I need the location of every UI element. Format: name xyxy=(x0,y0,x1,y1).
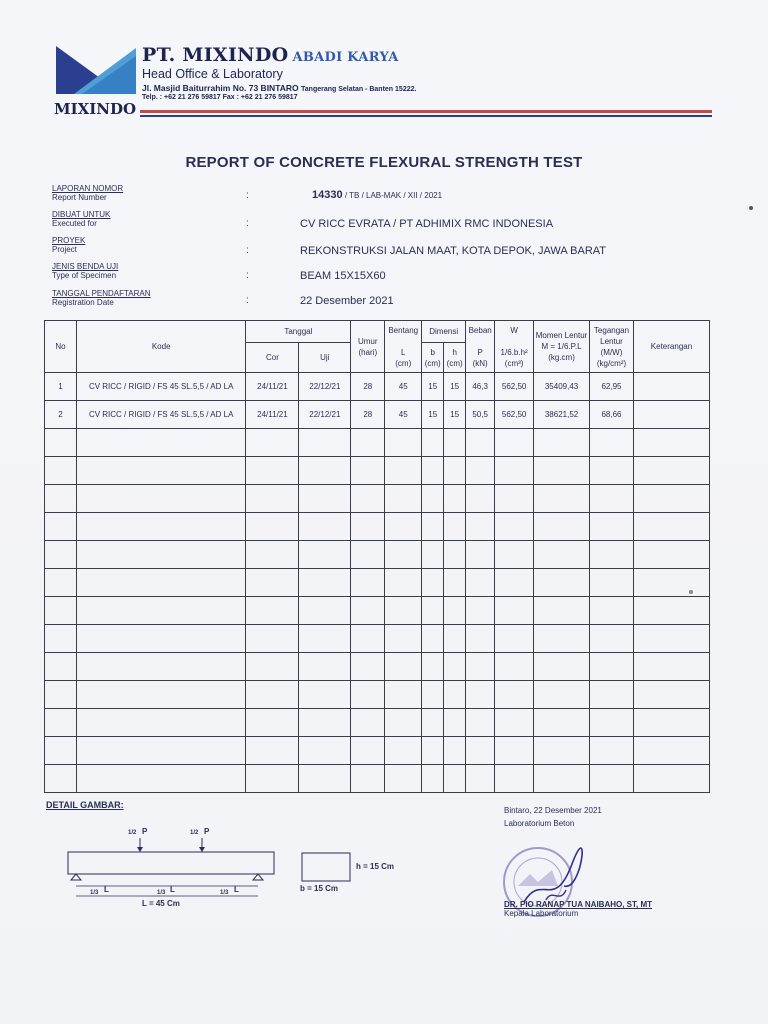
table-cell-empty xyxy=(45,765,77,793)
table-cell-empty xyxy=(45,597,77,625)
table-cell-empty xyxy=(385,737,422,765)
table-cell-empty xyxy=(299,709,351,737)
table-cell-empty xyxy=(422,541,444,569)
table-cell-empty xyxy=(534,429,590,457)
table-row-empty xyxy=(45,653,710,681)
table-cell-empty xyxy=(385,541,422,569)
table-cell-empty xyxy=(76,457,246,485)
table-cell-empty xyxy=(76,569,246,597)
table-cell-empty xyxy=(495,765,534,793)
company-header xyxy=(142,44,416,101)
table-cell-empty xyxy=(495,541,534,569)
table-cell-empty xyxy=(76,597,246,625)
table-cell-empty xyxy=(246,457,299,485)
third-label-3: L xyxy=(234,885,239,894)
table-cell-empty xyxy=(246,485,299,513)
table-cell-empty xyxy=(534,513,590,541)
beam-cross-section xyxy=(302,853,350,881)
col-header-cor: Cor xyxy=(246,343,299,373)
table-cell-empty xyxy=(351,653,385,681)
table-row xyxy=(45,373,710,401)
table-cell-empty xyxy=(633,597,709,625)
table-cell-empty xyxy=(385,457,422,485)
table-cell-empty xyxy=(299,485,351,513)
table-cell-empty xyxy=(45,513,77,541)
table-cell-empty xyxy=(495,569,534,597)
table-cell-empty xyxy=(299,625,351,653)
detail-title: DETAIL GAMBAR: xyxy=(46,800,124,810)
table-cell-cor: 24/11/21 xyxy=(246,373,299,401)
table-cell-empty xyxy=(495,653,534,681)
meta-report-number-label: LAPORAN NOMOR Report Number xyxy=(52,184,124,202)
signer-position: Kepala Laboratorium xyxy=(504,909,579,918)
table-cell-empty xyxy=(45,485,77,513)
table-cell-empty xyxy=(76,429,246,457)
table-cell-empty xyxy=(422,597,444,625)
table-cell-uji: 22/12/21 xyxy=(299,373,351,401)
results-table-body xyxy=(45,373,710,793)
table-cell-kode: CV RICC / RIGID / FS 45 SL.5,5 / AD LA xyxy=(76,401,246,429)
table-cell-empty xyxy=(299,457,351,485)
table-cell-umur: 28 xyxy=(351,401,385,429)
meta-project-label: PROYEK Project xyxy=(52,236,86,254)
results-table xyxy=(44,320,710,793)
table-cell-empty xyxy=(444,569,466,597)
table-cell-empty xyxy=(590,541,634,569)
col-header-tegangan: Tegangan Lentur (M/W) (kg/cm²) xyxy=(590,321,634,373)
table-cell-empty xyxy=(45,709,77,737)
table-cell-empty xyxy=(495,737,534,765)
load-label-right: P xyxy=(204,827,210,836)
table-cell-empty xyxy=(299,429,351,457)
company-office: Head Office & Laboratory xyxy=(142,67,283,81)
table-cell-empty xyxy=(444,765,466,793)
table-cell-empty xyxy=(466,541,495,569)
table-cell-empty xyxy=(351,541,385,569)
table-cell-b: 15 xyxy=(422,373,444,401)
table-row-empty xyxy=(45,513,710,541)
table-cell-empty xyxy=(466,737,495,765)
table-cell-empty xyxy=(466,597,495,625)
col-header-uji: Uji xyxy=(299,343,351,373)
table-cell-empty xyxy=(444,709,466,737)
table-cell-empty xyxy=(246,765,299,793)
table-row-empty xyxy=(45,541,710,569)
svg-text:MIXINDO: MIXINDO xyxy=(54,100,137,118)
table-cell-empty xyxy=(246,653,299,681)
table-cell-empty xyxy=(246,737,299,765)
table-cell-empty xyxy=(76,485,246,513)
table-cell-empty xyxy=(385,569,422,597)
meta-specimen-value: BEAM 15X15X60 xyxy=(300,270,386,282)
table-row-empty xyxy=(45,737,710,765)
table-cell-empty xyxy=(495,597,534,625)
table-cell-empty xyxy=(76,541,246,569)
width-label: b = 15 Cm xyxy=(300,884,339,893)
table-cell-empty xyxy=(76,681,246,709)
company-phone: Telp. : +62 21 276 59817 Fax : +62 21 276 59817 xyxy=(142,94,298,101)
col-header-beban: Beban P (kN) xyxy=(466,321,495,373)
table-cell-umur: 28 xyxy=(351,373,385,401)
table-cell-empty xyxy=(466,513,495,541)
punch-hole-mark xyxy=(749,206,753,210)
table-cell-empty xyxy=(633,765,709,793)
table-cell-empty xyxy=(444,597,466,625)
table-row-empty xyxy=(45,765,710,793)
table-cell-empty xyxy=(299,569,351,597)
table-cell-empty xyxy=(385,597,422,625)
table-cell-empty xyxy=(495,485,534,513)
meta-colon: : xyxy=(246,270,249,281)
table-cell-empty xyxy=(422,513,444,541)
table-cell-empty xyxy=(466,429,495,457)
table-cell-empty xyxy=(466,569,495,597)
table-cell-empty xyxy=(466,765,495,793)
table-cell-empty xyxy=(351,597,385,625)
table-cell-empty xyxy=(534,457,590,485)
table-cell-empty xyxy=(444,541,466,569)
table-cell-empty xyxy=(633,709,709,737)
table-cell-empty xyxy=(351,485,385,513)
table-cell-empty xyxy=(246,681,299,709)
table-cell-empty xyxy=(246,709,299,737)
col-header-umur: Umur (hari) xyxy=(351,321,385,373)
table-cell-empty xyxy=(495,625,534,653)
table-cell-empty xyxy=(534,709,590,737)
table-cell-cor: 24/11/21 xyxy=(246,401,299,429)
table-cell-empty xyxy=(385,625,422,653)
table-cell-empty xyxy=(76,625,246,653)
table-cell-empty xyxy=(385,653,422,681)
table-cell-empty xyxy=(444,737,466,765)
table-cell-h: 15 xyxy=(444,401,466,429)
table-cell-empty xyxy=(76,737,246,765)
table-cell-empty xyxy=(590,765,634,793)
table-cell-empty xyxy=(534,653,590,681)
col-header-h: h (cm) xyxy=(444,343,466,373)
table-cell-empty xyxy=(246,625,299,653)
table-cell-empty xyxy=(534,541,590,569)
table-cell-empty xyxy=(590,569,634,597)
table-cell-empty xyxy=(299,765,351,793)
meta-executed-for-label: DIBUAT UNTUK Executed for xyxy=(52,210,111,228)
table-cell-empty xyxy=(633,569,709,597)
table-cell-empty xyxy=(590,457,634,485)
table-cell-empty xyxy=(351,625,385,653)
table-cell-empty xyxy=(444,457,466,485)
company-name-suffix: ABADI KARYA xyxy=(292,50,399,65)
table-cell-empty xyxy=(351,709,385,737)
table-cell-empty xyxy=(466,625,495,653)
third-label-1: L xyxy=(104,885,109,894)
table-cell-empty xyxy=(633,429,709,457)
table-cell-empty xyxy=(385,485,422,513)
span-label: L = 45 Cm xyxy=(142,899,180,908)
table-cell-w: 562,50 xyxy=(495,373,534,401)
table-cell-empty xyxy=(45,457,77,485)
third-fraction-3: 1/3 xyxy=(220,890,229,896)
table-cell-p: 50,5 xyxy=(466,401,495,429)
table-cell-empty xyxy=(534,625,590,653)
load-label-left: P xyxy=(142,827,148,836)
table-cell-empty xyxy=(246,569,299,597)
table-cell-m: 35409,43 xyxy=(534,373,590,401)
third-label-2: L xyxy=(170,885,175,894)
signer-block xyxy=(504,900,652,918)
table-cell-empty xyxy=(246,597,299,625)
table-cell-empty xyxy=(633,737,709,765)
load-arrow-left xyxy=(137,847,143,852)
table-cell-empty xyxy=(444,653,466,681)
table-cell-empty xyxy=(590,681,634,709)
speck-mark xyxy=(689,590,693,594)
table-row xyxy=(45,401,710,429)
table-cell-empty xyxy=(351,765,385,793)
table-cell-empty xyxy=(385,765,422,793)
col-header-keterangan: Keterangan xyxy=(633,321,709,373)
table-cell-empty xyxy=(422,681,444,709)
table-cell-empty xyxy=(590,653,634,681)
table-row-empty xyxy=(45,681,710,709)
table-cell-empty xyxy=(422,737,444,765)
third-fraction-2: 1/3 xyxy=(157,890,166,896)
table-cell-empty xyxy=(45,681,77,709)
table-cell-empty xyxy=(299,653,351,681)
table-cell-empty xyxy=(534,765,590,793)
table-cell-empty xyxy=(590,597,634,625)
col-header-kode: Kode xyxy=(76,321,246,373)
table-cell-empty xyxy=(444,625,466,653)
table-cell-empty xyxy=(590,429,634,457)
table-row-empty xyxy=(45,457,710,485)
table-cell-empty xyxy=(45,653,77,681)
table-row-empty xyxy=(45,625,710,653)
meta-colon: : xyxy=(246,245,249,256)
table-cell-empty xyxy=(534,737,590,765)
table-cell-empty xyxy=(422,653,444,681)
meta-registration-value: 22 Desember 2021 xyxy=(300,295,394,307)
table-cell-empty xyxy=(633,653,709,681)
support-left xyxy=(71,874,81,880)
table-cell-empty xyxy=(534,569,590,597)
table-cell-empty xyxy=(590,513,634,541)
table-cell-empty xyxy=(351,737,385,765)
table-cell-empty xyxy=(76,709,246,737)
table-cell-empty xyxy=(351,569,385,597)
table-cell-empty xyxy=(299,513,351,541)
col-header-momen: Momen Lentur M = 1/6.P.L (kg.cm) xyxy=(534,321,590,373)
load-fraction-left: 1/2 xyxy=(128,830,137,836)
signer-name: DR. PIO RANAP TUA NAIBAHO, ST, MT xyxy=(504,900,653,909)
table-cell-empty xyxy=(45,625,77,653)
table-cell-empty xyxy=(444,485,466,513)
table-cell-empty xyxy=(590,625,634,653)
table-cell-empty xyxy=(633,485,709,513)
table-cell-empty xyxy=(299,737,351,765)
table-cell-empty xyxy=(422,569,444,597)
meta-specimen-label: JENIS BENDA UJI Type of Specimen xyxy=(52,262,119,280)
company-name: PT. MIXINDO ABADI KARYA xyxy=(142,44,399,66)
table-cell-empty xyxy=(45,541,77,569)
table-cell-empty xyxy=(45,737,77,765)
col-header-b: b (cm) xyxy=(422,343,444,373)
table-cell-m: 38621,52 xyxy=(534,401,590,429)
table-cell-empty xyxy=(351,457,385,485)
col-header-tanggal: Tanggal xyxy=(246,321,351,343)
table-cell-empty xyxy=(422,485,444,513)
load-arrow-right xyxy=(199,847,205,852)
table-cell-no: 2 xyxy=(45,401,77,429)
table-cell-empty xyxy=(299,597,351,625)
table-cell-uji: 22/12/21 xyxy=(299,401,351,429)
table-cell-empty xyxy=(299,681,351,709)
table-cell-empty xyxy=(633,457,709,485)
col-header-dimensi: Dimensi xyxy=(422,321,466,343)
table-cell-h: 15 xyxy=(444,373,466,401)
table-cell-empty xyxy=(76,513,246,541)
table-cell-empty xyxy=(590,709,634,737)
table-cell-b: 15 xyxy=(422,401,444,429)
table-cell-empty xyxy=(495,709,534,737)
table-cell-empty xyxy=(385,709,422,737)
meta-project-value: REKONSTRUKSI JALAN MAAT, KOTA DEPOK, JAWA BARAT xyxy=(300,245,607,257)
col-header-bentang: Bentang L (cm) xyxy=(385,321,422,373)
table-cell-empty xyxy=(633,513,709,541)
table-cell-w: 562,50 xyxy=(495,401,534,429)
header-rule-blue xyxy=(140,115,712,117)
table-cell-empty xyxy=(299,541,351,569)
table-cell-empty xyxy=(422,765,444,793)
table-cell-empty xyxy=(444,429,466,457)
table-cell-empty xyxy=(633,625,709,653)
table-cell-empty xyxy=(246,541,299,569)
table-cell-empty xyxy=(422,625,444,653)
table-cell-ket xyxy=(633,401,709,429)
table-cell-empty xyxy=(385,513,422,541)
table-cell-empty xyxy=(246,429,299,457)
table-cell-empty xyxy=(45,429,77,457)
table-cell-empty xyxy=(444,681,466,709)
table-cell-empty xyxy=(76,765,246,793)
table-cell-empty xyxy=(633,681,709,709)
table-cell-empty xyxy=(385,681,422,709)
table-cell-empty xyxy=(534,681,590,709)
load-fraction-right: 1/2 xyxy=(190,830,199,836)
table-cell-empty xyxy=(351,681,385,709)
support-right xyxy=(253,874,263,880)
table-cell-empty xyxy=(246,513,299,541)
beam-side-view xyxy=(68,852,274,874)
third-fraction-1: 1/3 xyxy=(90,890,99,896)
table-cell-t: 62,95 xyxy=(590,373,634,401)
meta-report-number-value: 14330 / TB / LAB-MAK / XII / 2021 xyxy=(312,189,443,201)
meta-executed-for-value: CV RICC EVRATA / PT ADHIMIX RMC INDONESIA xyxy=(300,218,554,230)
company-address: Jl. Masjid Baiturrahim No. 73 BINTARO Tangerang Selatan - Banten 15222. xyxy=(142,83,417,93)
table-cell-l: 45 xyxy=(385,401,422,429)
table-cell-t: 68,66 xyxy=(590,401,634,429)
table-cell-empty xyxy=(422,709,444,737)
table-cell-empty xyxy=(590,485,634,513)
table-cell-empty xyxy=(45,569,77,597)
table-cell-empty xyxy=(534,485,590,513)
table-cell-empty xyxy=(466,457,495,485)
meta-colon: : xyxy=(246,295,249,306)
table-row-empty xyxy=(45,597,710,625)
height-label: h = 15 Cm xyxy=(356,862,395,871)
signature-lab: Laboratorium Beton xyxy=(504,819,575,828)
signature-place-date: Bintaro, 22 Desember 2021 Laboratorium Beton xyxy=(504,806,602,828)
meta-registration-label: TANGGAL PENDAFTARAN Registration Date xyxy=(52,289,151,307)
table-cell-empty xyxy=(351,429,385,457)
table-cell-empty xyxy=(422,429,444,457)
table-cell-empty xyxy=(466,485,495,513)
table-cell-empty xyxy=(76,653,246,681)
table-row-empty xyxy=(45,709,710,737)
table-cell-empty xyxy=(466,709,495,737)
table-cell-ket xyxy=(633,373,709,401)
table-row-empty xyxy=(45,485,710,513)
table-cell-empty xyxy=(444,513,466,541)
table-row-empty xyxy=(45,569,710,597)
meta-colon: : xyxy=(246,218,249,229)
table-cell-empty xyxy=(534,597,590,625)
table-cell-empty xyxy=(351,513,385,541)
table-cell-empty xyxy=(495,513,534,541)
col-header-no: No xyxy=(45,321,77,373)
table-cell-empty xyxy=(495,681,534,709)
table-cell-empty xyxy=(422,457,444,485)
mixindo-logo xyxy=(52,44,138,118)
col-header-w: W 1/6.b.h² (cm³) xyxy=(495,321,534,373)
table-cell-empty xyxy=(495,457,534,485)
table-cell-no: 1 xyxy=(45,373,77,401)
table-cell-empty xyxy=(495,429,534,457)
table-row-empty xyxy=(45,429,710,457)
header-rule-red xyxy=(140,110,712,113)
table-cell-empty xyxy=(385,429,422,457)
table-cell-empty xyxy=(466,681,495,709)
beam-diagram xyxy=(60,820,360,912)
table-cell-l: 45 xyxy=(385,373,422,401)
report-title: REPORT OF CONCRETE FLEXURAL STRENGTH TEST xyxy=(185,154,583,171)
table-cell-p: 46,3 xyxy=(466,373,495,401)
table-cell-kode: CV RICC / RIGID / FS 45 SL.5,5 / AD LA xyxy=(76,373,246,401)
table-cell-empty xyxy=(466,653,495,681)
meta-colon: : xyxy=(246,190,249,201)
table-cell-empty xyxy=(633,541,709,569)
table-cell-empty xyxy=(590,737,634,765)
